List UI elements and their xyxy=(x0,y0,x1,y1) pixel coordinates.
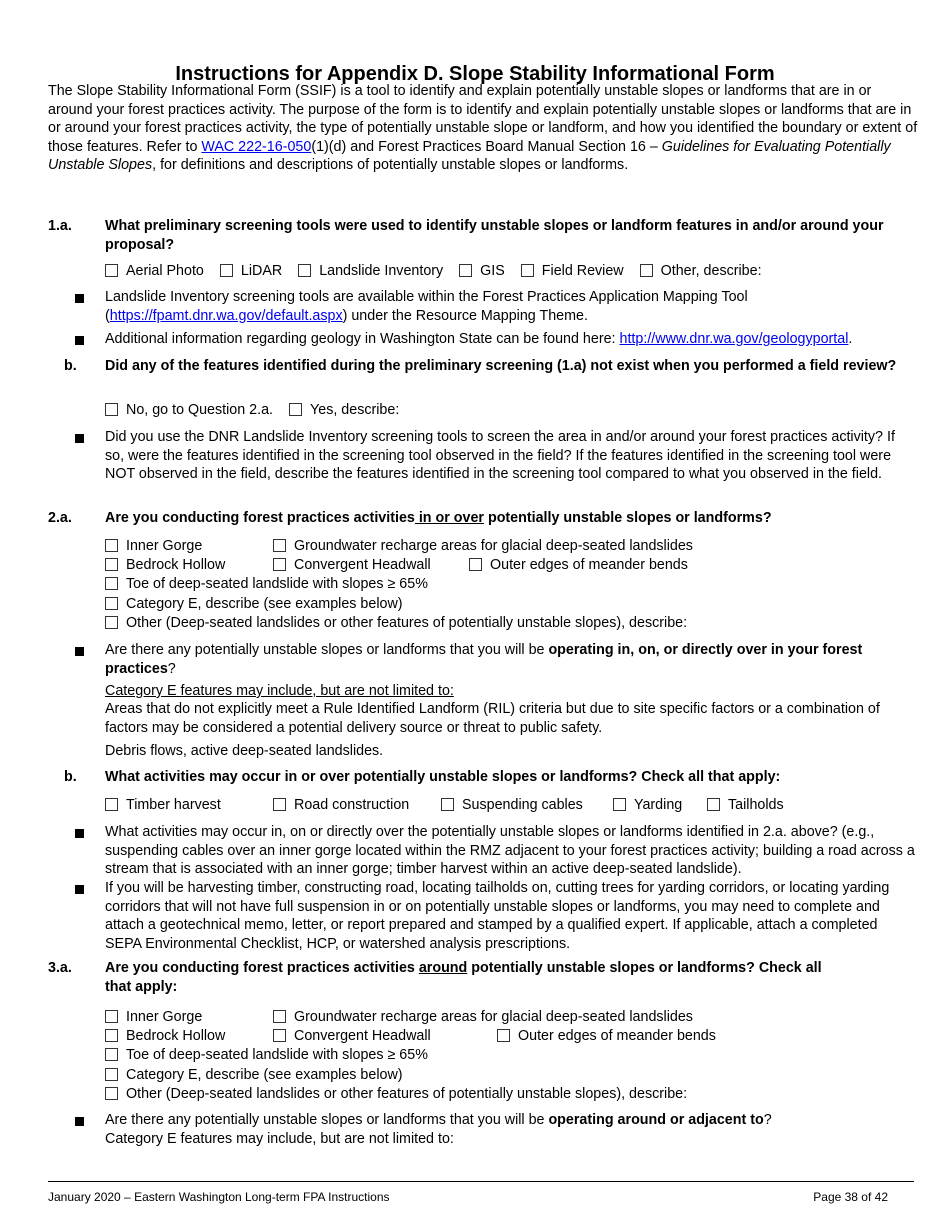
checkbox-tailholds[interactable] xyxy=(707,796,784,815)
text: potentially unstable slopes or landforms? xyxy=(483,510,772,526)
option-label: Other, describe: xyxy=(660,263,762,279)
footer-left: January 2020 – Eastern Washington Long-term FPA Instructions xyxy=(48,1190,390,1204)
question-3a xyxy=(105,959,825,996)
text: Are there any potentially unstable slopes or landforms that you will be xyxy=(105,642,549,658)
question-number: b. xyxy=(64,358,77,374)
checkbox-groundwater[interactable] xyxy=(273,1008,693,1027)
option-label: Yarding xyxy=(634,797,683,813)
checkbox-no[interactable] xyxy=(105,402,273,418)
checkbox-inner-gorge[interactable] xyxy=(105,1008,202,1027)
checkbox[interactable] xyxy=(105,403,118,416)
checkbox[interactable] xyxy=(640,264,653,277)
q1a-options xyxy=(105,262,915,281)
checkbox-other[interactable] xyxy=(105,1085,687,1104)
text: potentially unstable slopes or landforms? Check all that apply: xyxy=(105,960,822,995)
checkbox[interactable] xyxy=(105,616,118,629)
text: Are there any potentially unstable slopes or landforms that you will be xyxy=(105,1112,549,1128)
checkbox-lidar[interactable] xyxy=(220,263,282,279)
option-label: Toe of deep-seated landslide with slopes ≥ 65% xyxy=(126,576,428,592)
checkbox-toe[interactable] xyxy=(105,575,428,594)
text: Additional information regarding geology in Washington State can be found here: xyxy=(105,331,620,347)
checkbox-timber-harvest[interactable] xyxy=(105,796,221,815)
intro-text: , for definitions and descriptions of potentially unstable slopes or landforms. xyxy=(152,157,629,173)
bullet-icon xyxy=(75,885,84,894)
manual-title: Guidelines for Evaluating Potentially Unstable Slopes xyxy=(48,138,891,173)
checkbox-category-e[interactable] xyxy=(105,595,403,614)
checkbox-yes[interactable] xyxy=(289,402,399,418)
option-label: Suspending cables xyxy=(462,797,583,813)
question-1b: Did any of the features identified during the preliminary screening (1.a) not exist when you performed a field review? xyxy=(105,358,897,374)
option-label: Timber harvest xyxy=(126,797,221,813)
option-label: Other (Deep-seated landslides or other features of potentially unstable slopes), describe: xyxy=(126,1086,688,1102)
q1b-options xyxy=(105,401,915,420)
option-label: Category E, describe (see examples below) xyxy=(126,596,403,612)
question-1a: What preliminary screening tools were used to identify unstable slopes or landform features in and/or around your proposal? xyxy=(105,218,884,253)
question-number: 1.a. xyxy=(48,218,72,234)
footer-divider xyxy=(48,1181,914,1182)
checkbox[interactable] xyxy=(289,403,302,416)
checkbox-yarding[interactable] xyxy=(613,796,682,815)
intro-text: The Slope Stability Informational Form (SSIF) is a tool to identify and explain potentially unstable slopes or landforms that are in or around your forest practices activity. The purpose of the form is to identify and explain potentially unstable slopes or landforms that are in or around your forest practices activity, the type of potentially unstable slope or landform, and how you identified the boundary or extent of those features. Refer to xyxy=(48,83,918,155)
option-label: Road construction xyxy=(294,797,410,813)
text: Are you conducting forest practices activities xyxy=(105,510,415,526)
option-label: Landslide Inventory xyxy=(319,263,444,279)
text: around xyxy=(418,960,468,976)
option-label: Convergent Headwall xyxy=(294,1028,431,1044)
wac-link[interactable]: WAC 222-16-050 xyxy=(201,138,312,155)
option-label: Yes, describe: xyxy=(310,402,400,418)
checkbox[interactable] xyxy=(273,1010,286,1023)
checkbox-bedrock-hollow[interactable] xyxy=(105,556,225,575)
option-label: Inner Gorge xyxy=(126,538,203,554)
text: ? xyxy=(167,660,176,677)
text: in or over xyxy=(414,510,484,526)
text: Landslide Inventory screening tools are available within the Forest Practices Application Mapping Tool ( xyxy=(105,289,748,324)
text: Category E features may include, but are not limited to: xyxy=(105,1130,454,1147)
bullet-icon xyxy=(75,294,84,303)
question-2b: What activities may occur in or over potentially unstable slopes or landforms? Check all that apply: xyxy=(105,769,781,785)
checkbox[interactable] xyxy=(469,558,482,571)
checkbox-meander-bends[interactable] xyxy=(497,1027,716,1046)
option-label: Bedrock Hollow xyxy=(126,1028,226,1044)
bullet-icon xyxy=(75,1117,84,1126)
option-label: Convergent Headwall xyxy=(294,557,431,573)
text: Are you conducting forest practices activities xyxy=(105,960,419,976)
bullet-text xyxy=(105,288,915,325)
text: . xyxy=(848,331,853,347)
page-title: Instructions for Appendix D. Slope Stability Informational Form xyxy=(175,63,775,85)
checkbox-convergent-headwall[interactable] xyxy=(273,556,431,575)
checkbox[interactable] xyxy=(497,1029,510,1042)
intro-paragraph xyxy=(48,82,918,175)
bullet-icon xyxy=(75,829,84,838)
checkbox-convergent-headwall[interactable] xyxy=(273,1027,431,1046)
option-label: Outer edges of meander bends xyxy=(490,557,688,573)
checkbox-aerial-photo[interactable] xyxy=(105,263,204,279)
checkbox[interactable] xyxy=(459,264,472,277)
text: operating around or adjacent to xyxy=(548,1112,764,1128)
checkbox[interactable] xyxy=(707,798,720,811)
question-number: b. xyxy=(64,769,77,785)
checkbox-landslide-inventory[interactable] xyxy=(298,263,443,279)
checkbox[interactable] xyxy=(273,539,286,552)
bullet-text: Did you use the DNR Landslide Inventory screening tools to screen the area in and/or around your forest practices activity? If so, were the features identified in the screening tool observed in the field? If the features identified in the screening tool were NOT observed in the field, describe the features identified in the screening tool compared to what you observed in the field. xyxy=(105,429,895,482)
option-label: No, go to Question 2.a. xyxy=(126,402,274,418)
bullet-icon xyxy=(75,647,84,656)
bullet-text: What activities may occur in, on or directly over the potentially unstable slopes or landforms identified in 2.a. above? (e.g., suspending cables over an inner gorge located within the RMZ adjacent to your forest practices activity; building a road across a stream that is associated with an inner gorge; timber harvest within an active deep-seated landslide). xyxy=(105,824,915,877)
checkbox[interactable] xyxy=(273,798,286,811)
question-number: 2.a. xyxy=(48,510,72,526)
checkbox-toe[interactable] xyxy=(105,1046,428,1065)
category-e-item: Debris flows, active deep-seated landslides. xyxy=(105,743,384,759)
text: operating in, on, or directly over in your forest practices xyxy=(105,642,863,677)
checkbox[interactable] xyxy=(441,798,454,811)
text: ) under the Resource Mapping Theme. xyxy=(342,307,588,324)
option-label: Tailholds xyxy=(728,797,784,813)
intro-text: (1)(d) and Forest Practices Board Manual Section 16 – xyxy=(311,138,662,155)
checkbox[interactable] xyxy=(105,597,118,610)
geology-portal-link[interactable]: http://www.dnr.wa.gov/geologyportal xyxy=(619,331,849,347)
checkbox-bedrock-hollow[interactable] xyxy=(105,1027,225,1046)
bullet-text: If you will be harvesting timber, constructing road, locating tailholds on, cutting trees for yarding corridors, or locating yarding corridors that will not have full suspension in or on potentially unstable slopes or landforms, you may need to complete and attach a geotechnical memo, letter, or report prepared and stamped by a qualified expert. If applicable, attach a completed SEPA Environmental Checklist, HCP, or watershed analysis prescriptions. xyxy=(105,880,890,952)
checkbox[interactable] xyxy=(105,539,118,552)
checkbox-groundwater[interactable] xyxy=(273,537,693,556)
bullet-icon xyxy=(75,434,84,443)
option-label: Bedrock Hollow xyxy=(126,557,226,573)
checkbox[interactable] xyxy=(521,264,534,277)
checkbox[interactable] xyxy=(105,1087,118,1100)
checkbox[interactable] xyxy=(105,1010,118,1023)
option-label: Inner Gorge xyxy=(126,1009,203,1025)
option-label: GIS xyxy=(480,263,505,279)
checkbox-gis[interactable] xyxy=(459,263,505,279)
fpamt-link[interactable]: https://fpamt.dnr.wa.gov/default.aspx xyxy=(109,307,343,324)
checkbox[interactable] xyxy=(298,264,311,277)
bullet-text xyxy=(105,330,935,349)
checkbox[interactable] xyxy=(613,798,626,811)
bullet-text xyxy=(105,1111,915,1148)
checkbox-road-construction[interactable] xyxy=(273,796,409,815)
checkbox[interactable] xyxy=(105,1068,118,1081)
checkbox-meander-bends[interactable] xyxy=(469,556,688,575)
checkbox-suspending-cables[interactable] xyxy=(441,796,583,815)
bullet-text xyxy=(105,641,915,678)
checkbox-inner-gorge[interactable] xyxy=(105,537,202,556)
checkbox[interactable] xyxy=(105,264,118,277)
checkbox[interactable] xyxy=(105,577,118,590)
option-label: Other (Deep-seated landslides or other features of potentially unstable slopes), describe: xyxy=(126,615,688,631)
checkbox[interactable] xyxy=(105,1029,118,1042)
option-label: Category E, describe (see examples below) xyxy=(126,1067,403,1083)
checkbox[interactable] xyxy=(220,264,233,277)
checkbox[interactable] xyxy=(273,558,286,571)
option-label: Groundwater recharge areas for glacial deep-seated landslides xyxy=(294,538,693,554)
option-label: Outer edges of meander bends xyxy=(518,1028,716,1044)
question-2a xyxy=(105,509,915,528)
question-number: 3.a. xyxy=(48,960,72,976)
checkbox[interactable] xyxy=(105,1048,118,1061)
page-number: Page 38 of 42 xyxy=(813,1190,888,1204)
checkbox-field-review[interactable] xyxy=(521,263,624,279)
text: ? xyxy=(763,1112,772,1128)
category-e-item: Areas that do not explicitly meet a Rule Identified Landform (RIL) criteria but due to site specific factors or a combination of factors may be considered a potential delivery source or threat to public safety. xyxy=(105,701,880,736)
checkbox-other[interactable] xyxy=(640,263,762,279)
checkbox[interactable] xyxy=(105,558,118,571)
checkbox[interactable] xyxy=(105,798,118,811)
bullet-icon xyxy=(75,336,84,345)
option-label: LiDAR xyxy=(240,263,283,279)
option-label: Groundwater recharge areas for glacial deep-seated landslides xyxy=(294,1009,693,1025)
option-label: Field Review xyxy=(541,263,624,279)
checkbox-other[interactable] xyxy=(105,614,687,633)
option-label: Aerial Photo xyxy=(126,263,204,279)
category-e-heading: Category E features may include, but are not limited to: xyxy=(105,683,454,699)
option-label: Toe of deep-seated landslide with slopes ≥ 65% xyxy=(126,1047,428,1063)
checkbox-category-e[interactable] xyxy=(105,1066,403,1085)
checkbox[interactable] xyxy=(273,1029,286,1042)
